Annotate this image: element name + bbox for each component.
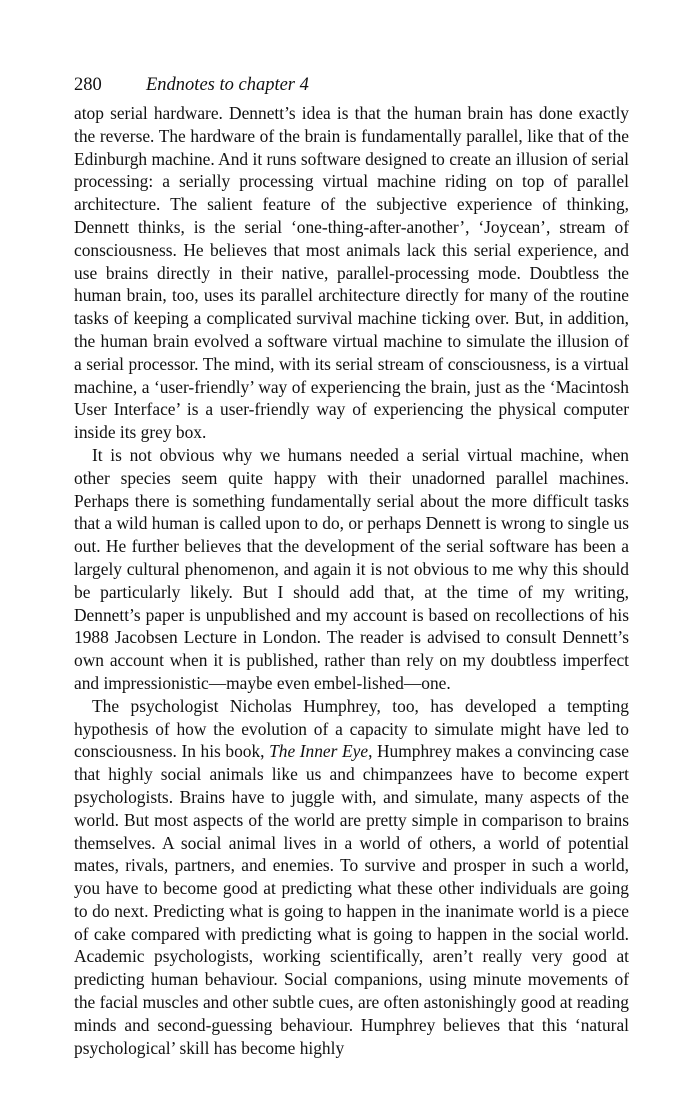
paragraph-3-text-end: , Humphrey makes a convincing case that highly social animals like us and chimpanzees have to become expert psychologists. Brains have to juggle with, and simulate, many aspects of the world. But most aspects of the world are pretty simple in comparison to brains themselves. A social animal lives in a world of others, a world of potential mates, rivals, partners, and enemies. To survive and prosper in such a world, you have to become good at predicting what these other individuals are going to do next. Predicting what is going to happen in the inanimate world is a piece of cake compared with predicting what is going to happen in the social world. Academic psychologists, working scientifically, aren’t really very good at predicting human behaviour. Social companions, using minute movements of the facial muscles and other subtle cues, are often astonishingly good at reading minds and second-guessing behaviour. Humphrey believes that this ‘natural psychological’ skill has become highly <box>74 741 629 1058</box>
book-title: The Inner Eye <box>269 741 369 762</box>
page-number: 280 <box>74 75 102 95</box>
book-page <box>74 70 629 1059</box>
paragraph-1-text: atop serial hardware. Dennett’s idea is that the human brain has done exactly the reverse. The hardware of the brain is fundamentally parallel, like that of the Edinburgh machine. And it runs software designed to create an illusion of serial processing: a serially processing virtual machine riding on top of parallel architecture. The salient feature of the subjective experience of thinking, Dennett thinks, is the serial ‘one-thing-after-another’, ‘Joycean’, stream of consciousness. He believes that most animals lack this serial experience, and use brains directly in their native, parallel-processing mode. Doubtless the human brain, too, uses its parallel architecture directly for many of the routine tasks of keeping a complicated survival machine ticking over. But, in addition, the human brain evolved a software virtual machine to simulate the illusion of a serial processor. The mind, with its serial stream of consciousness, is a virtual machine, a ‘user-friendly’ way of experiencing the brain, just as the ‘Macintosh User Interface’ is a user-friendly way of experiencing the physical computer inside its grey box. <box>74 103 629 443</box>
running-head <box>74 70 629 100</box>
body-text <box>74 102 629 1059</box>
paragraph-3-text-start: The psychologist Nicholas Humphrey, too, has developed a tempting hypothesis of how the evolution of a capacity to simulate might have led to consciousness. In his book, <box>74 695 629 762</box>
paragraph-3 <box>74 695 629 1060</box>
chapter-title: Endnotes to chapter 4 <box>146 75 309 95</box>
paragraph-1 <box>74 102 629 444</box>
paragraph-2 <box>74 444 629 695</box>
paragraph-2-text: It is not obvious why we humans needed a serial virtual machine, when other species seem quite happy with their unadorned parallel machines. Perhaps there is something fundamentally serial about the more difficult tasks that a wild human is called upon to do, or perhaps Dennett is wrong to single us out. He further believes that the development of the serial software has been a largely cultural phenomenon, and again it is not obvious to me why this should be particularly likely. But I should add that, at the time of my writing, Dennett’s paper is unpublished and my account is based on recollections of his 1988 Jacobsen Lecture in London. The reader is advised to consult Dennett’s own account when it is published, rather than rely on my doubtless imperfect and impressionistic—maybe even embel-lished—one. <box>74 444 629 693</box>
